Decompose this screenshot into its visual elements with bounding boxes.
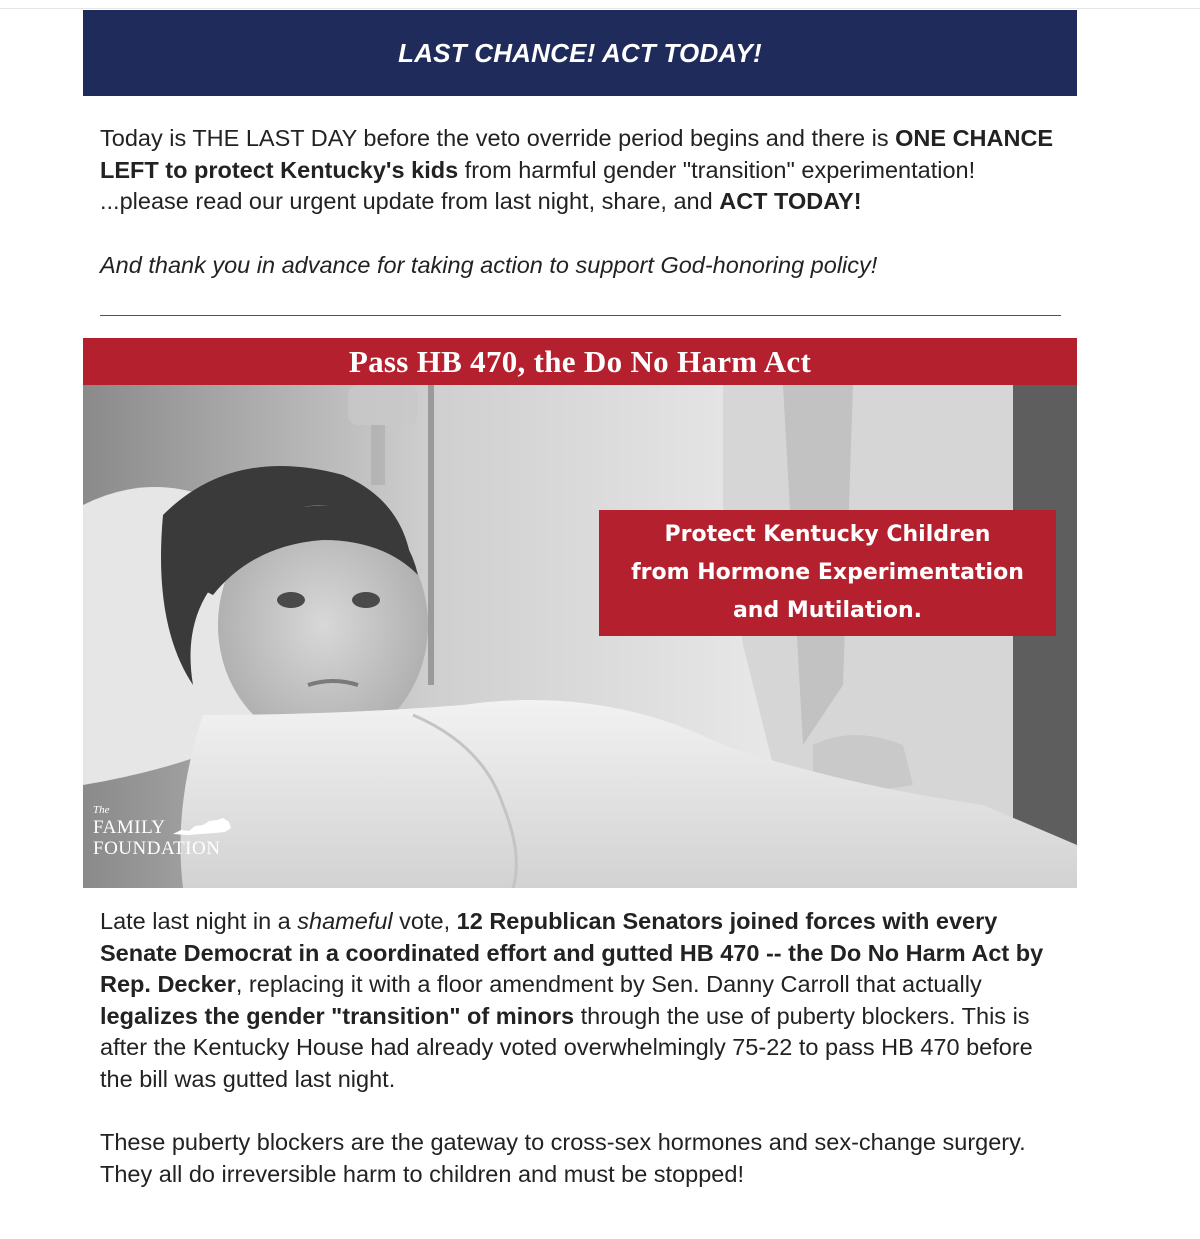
thank-you-paragraph: And thank you in advance for taking action to support God-honoring policy! <box>100 251 878 278</box>
update-paragraph <box>100 906 1061 1095</box>
intro-text-2: from harmful gender "transition" experimentation! ...please read our urgent update from last night, share, and <box>100 156 976 214</box>
banner-title: LAST CHANCE! ACT TODAY! <box>398 37 762 68</box>
update-section <box>83 906 1077 1190</box>
callout-line-1: Protect Kentucky Children <box>664 522 991 547</box>
family-foundation-logo <box>93 804 233 859</box>
callout-line-2: from Hormone Experimentation <box>631 560 1024 585</box>
update-text-4: through the use of puberty blockers. This is after the Kentucky House had already voted overwhelmingly 75-22 to pass HB 470 before the bill was gutted last night. <box>100 1002 1033 1092</box>
top-border <box>0 8 1200 9</box>
puberty-blockers-paragraph: These puberty blockers are the gateway to cross-sex hormones and sex-change surgery. They all do irreversible harm to children and must be stopped! <box>100 1129 1026 1187</box>
logo-the: The <box>93 804 110 816</box>
logo-foundation: FOUNDATION <box>93 838 221 859</box>
graphic-header <box>83 338 1077 385</box>
update-text-2: vote, <box>392 908 457 934</box>
update-text-3: , replacing it with a floor amendment by Sen. Danny Carroll that actually <box>235 971 982 997</box>
intro-text-1: Today is THE LAST DAY before the veto override period begins and there is <box>100 125 896 151</box>
logo-family: FAMILY <box>93 816 166 838</box>
campaign-graphic[interactable] <box>83 338 1077 888</box>
update-italic: shameful <box>297 908 393 934</box>
section-divider <box>100 315 1061 316</box>
intro-section <box>83 123 1077 281</box>
intro-paragraph <box>100 123 1061 218</box>
callout-box <box>599 510 1056 636</box>
header-banner <box>83 10 1077 96</box>
callout-line-3: and Mutilation. <box>732 598 923 623</box>
update-bold-1: 12 Republican Senators joined forces with every Senate Democrat in a coordinated effort and gutted HB 470 -- the Do No Harm Act by Rep. Decker <box>100 908 1044 997</box>
email-content <box>83 10 1077 1190</box>
intro-bold-1: ONE CHANCE LEFT to protect Kentucky's kids <box>100 125 1054 183</box>
update-text-1: Late last night in a <box>100 908 298 934</box>
kentucky-state-icon <box>171 816 233 838</box>
intro-bold-2: ACT TODAY! <box>719 188 862 214</box>
update-bold-2: legalizes the gender "transition" of minors <box>100 1002 575 1029</box>
graphic-title: Pass HB 470, the Do No Harm Act <box>348 343 812 379</box>
